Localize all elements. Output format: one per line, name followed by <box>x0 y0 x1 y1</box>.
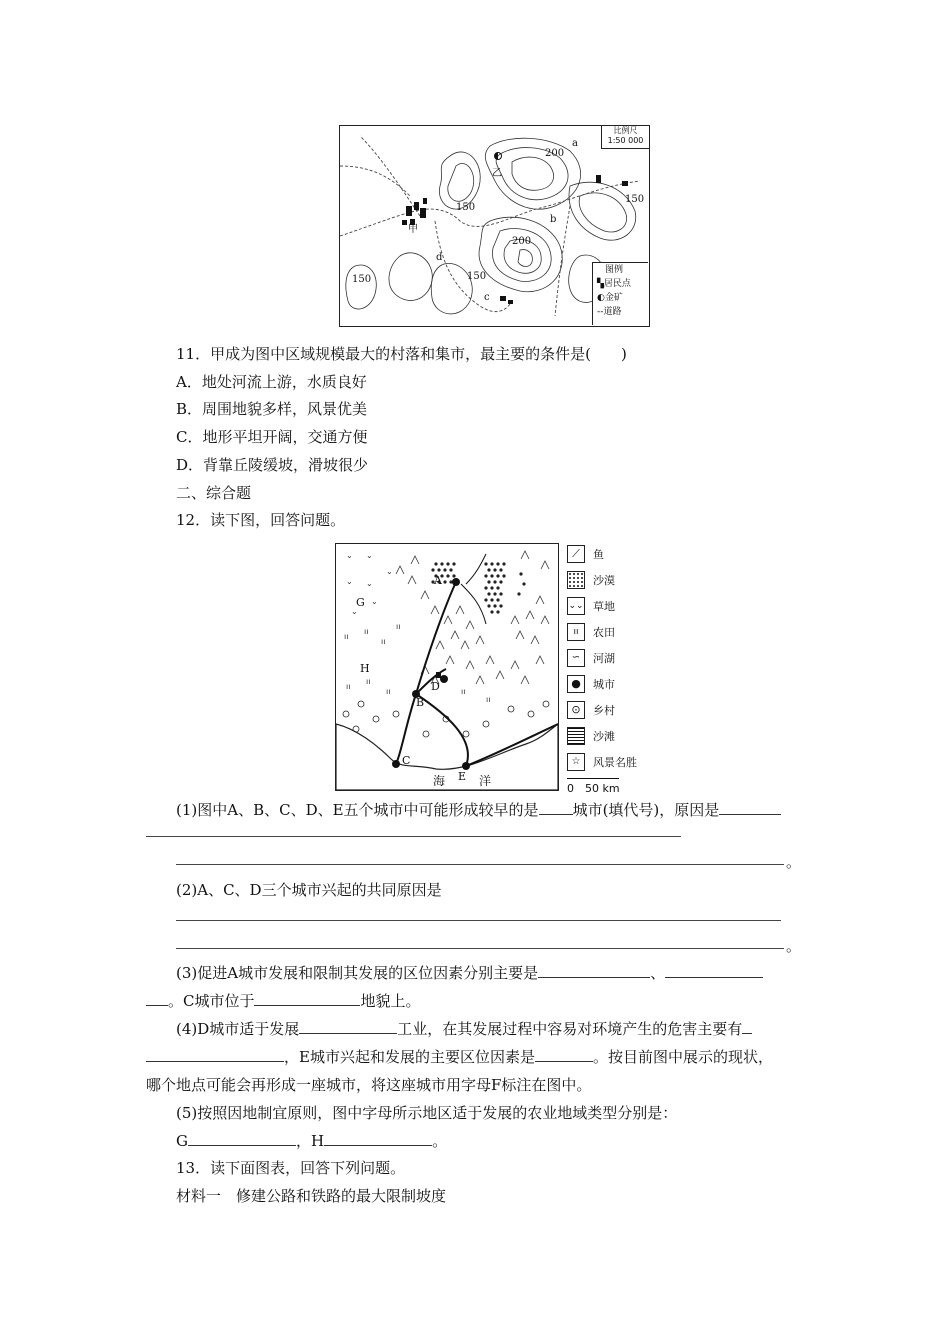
contour-label: 200 <box>545 148 565 159</box>
svg-text:ıı: ıı <box>364 627 369 636</box>
legend-box <box>592 262 648 325</box>
svg-text:ıı: ıı <box>396 622 401 631</box>
region-map-legend <box>567 541 667 775</box>
desert-icon <box>567 571 585 589</box>
sea-label-2: 洋 <box>479 774 492 788</box>
legend-road: --道路 <box>597 307 622 317</box>
city-label-a: A <box>434 574 442 587</box>
q11-option-c: C．地形平坦开阔，交通方便 <box>176 428 368 446</box>
farmland-icon: ıı <box>567 623 585 641</box>
city-label-c: C <box>402 754 411 767</box>
beach-icon <box>567 727 585 745</box>
answer-line[interactable] <box>176 920 781 921</box>
svg-text:⌄: ⌄ <box>386 567 393 576</box>
answer-blank[interactable] <box>719 800 781 815</box>
contour-label: 150 <box>456 202 476 213</box>
river-lake-icon: ∽ <box>567 649 585 667</box>
answer-blank[interactable] <box>539 800 573 815</box>
legend-beach: 沙滩 <box>567 723 667 749</box>
answer-blank[interactable] <box>188 1131 296 1146</box>
svg-text:⌄: ⌄ <box>351 607 358 616</box>
place-label-c: c <box>484 292 490 303</box>
svg-text:⌄: ⌄ <box>366 579 373 588</box>
answer-blank[interactable] <box>665 963 763 978</box>
contour-label: 150 <box>352 274 372 285</box>
svg-text:ıı: ıı <box>386 687 391 696</box>
road-icon: -- <box>597 307 604 317</box>
region-label-g: G <box>356 596 365 609</box>
fish-icon: ⟋ <box>567 545 585 563</box>
scale-bar-line <box>567 776 619 779</box>
legend-city: ● 城市 <box>567 671 667 697</box>
answer-blank[interactable] <box>254 991 360 1006</box>
city-label-d: D <box>431 680 440 693</box>
contour-label: 200 <box>512 236 532 247</box>
legend-title: 图例 <box>605 265 624 275</box>
legend-farmland: ıı 农田 <box>567 619 667 645</box>
sea-label-1: 海 <box>433 774 446 788</box>
answer-blank[interactable] <box>538 963 650 978</box>
q12-sub5-answers: G ，H 。 <box>176 1132 448 1150</box>
answer-blank[interactable] <box>146 1047 284 1062</box>
q12-sub4-line2: ，E城市兴起和发展的主要区位因素是 。按目前图中展示的现状， <box>146 1047 773 1067</box>
scenic-spot-icon: ☆ <box>567 753 585 771</box>
svg-text:ıı: ıı <box>486 695 491 704</box>
answer-line[interactable] <box>176 864 784 865</box>
q13-material-1: 材料一 修建公路和铁路的最大限制坡度 <box>176 1187 447 1205</box>
contour-label: 150 <box>625 194 645 205</box>
q12-sub5: (5)按照因地制宜原则，图中字母所示地区适于发展的农业地域类型分别是： <box>176 1104 678 1122</box>
svg-text:⌄: ⌄ <box>346 551 353 560</box>
grass-icon: ⌄⌄ <box>567 597 585 615</box>
region-label-h: H <box>360 662 370 675</box>
q12-sub1: (1)图中A、B、C、D、E五个城市中可能形成较早的是 城市(填代号)，原因是 <box>176 800 781 820</box>
q12-sub3-line1: (3)促进A城市发展和限制其发展的区位因素分别主要是 、 <box>176 963 763 983</box>
svg-text:ıı: ıı <box>344 632 349 641</box>
legend-settlement: ▚居民点 <box>597 279 631 289</box>
answer-line[interactable] <box>146 836 681 837</box>
q12-stem: 12．读下图，回答问题。 <box>176 511 346 529</box>
place-label-jia: 甲 <box>408 224 418 235</box>
city-label-b: B <box>416 696 425 709</box>
answer-line[interactable] <box>176 948 784 949</box>
contour-map-figure <box>339 125 650 327</box>
legend-river-lake: ∽ 河湖 <box>567 645 667 671</box>
region-map-figure <box>335 543 559 791</box>
legend-desert: 沙漠 <box>567 567 667 593</box>
q11-stem: 11．甲成为图中区域规模最大的村落和集市，最主要的条件是( ) <box>176 345 627 363</box>
q12-sub4-line1: (4)D城市适于发展 工业，在其发展过程中容易对环境产生的危害主要有 <box>176 1019 752 1039</box>
svg-text:⌄: ⌄ <box>366 551 373 560</box>
q13-stem: 13．读下面图表，回答下列问题。 <box>176 1159 406 1177</box>
contour-label: 150 <box>467 271 487 282</box>
q11-option-a: A．地处河流上游，水质良好 <box>176 373 367 391</box>
city-icon: ● <box>567 675 585 693</box>
scale-bar-text: 0 50 km <box>567 782 620 795</box>
q12-sub2: (2)A、C、D三个城市兴起的共同原因是 <box>176 881 442 899</box>
gold-mine-icon: ◐ <box>597 293 605 303</box>
svg-text:ıı: ıı <box>461 687 466 696</box>
scale-bar <box>567 776 620 796</box>
legend-fish: ⟋ 鱼 <box>567 541 667 567</box>
place-label-d: d <box>436 252 443 263</box>
answer-blank[interactable] <box>324 1131 432 1146</box>
q11-option-d: D．背靠丘陵缓坡，滑坡很少 <box>176 456 369 474</box>
section-heading: 二、综合题 <box>176 484 252 502</box>
period: 。 <box>786 853 802 871</box>
answer-blank[interactable] <box>535 1047 593 1062</box>
q11-option-b: B．周围地貌多样，风景优美 <box>176 400 368 418</box>
answer-blank[interactable] <box>742 1019 752 1034</box>
place-label-a: a <box>572 138 578 149</box>
answer-blank[interactable] <box>146 991 168 1006</box>
legend-village: ⊙ 乡村 <box>567 697 667 723</box>
q12-sub4-line3: 哪个地点可能会再形成一座城市，将这座城市用字母F标注在图中。 <box>146 1076 592 1094</box>
legend-scenic: ☆ 风景名胜 <box>567 749 667 775</box>
svg-text:ıı: ıı <box>381 637 386 646</box>
scale-title: 比例尺 <box>613 126 638 135</box>
city-label-e: E <box>458 770 467 783</box>
answer-blank[interactable] <box>299 1019 397 1034</box>
q12-sub3-line2: 。C城市位于 地貌上。 <box>146 991 421 1011</box>
legend-grassland: ⌄⌄ 草地 <box>567 593 667 619</box>
legend-gold: ◐金矿 <box>597 293 623 303</box>
village-icon: ⊙ <box>567 701 585 719</box>
period: 。 <box>786 937 802 955</box>
settlement-icon: ▚ <box>597 279 604 289</box>
svg-text:⌄: ⌄ <box>371 597 378 606</box>
place-label-b: b <box>550 214 557 225</box>
svg-text:ıı: ıı <box>366 677 371 686</box>
scale-value: 1:50 000 <box>607 136 644 145</box>
svg-text:ıı: ıı <box>346 682 351 691</box>
svg-text:⌄: ⌄ <box>346 577 353 586</box>
place-label-yi: 乙 <box>492 168 502 179</box>
scale-box <box>601 126 649 149</box>
